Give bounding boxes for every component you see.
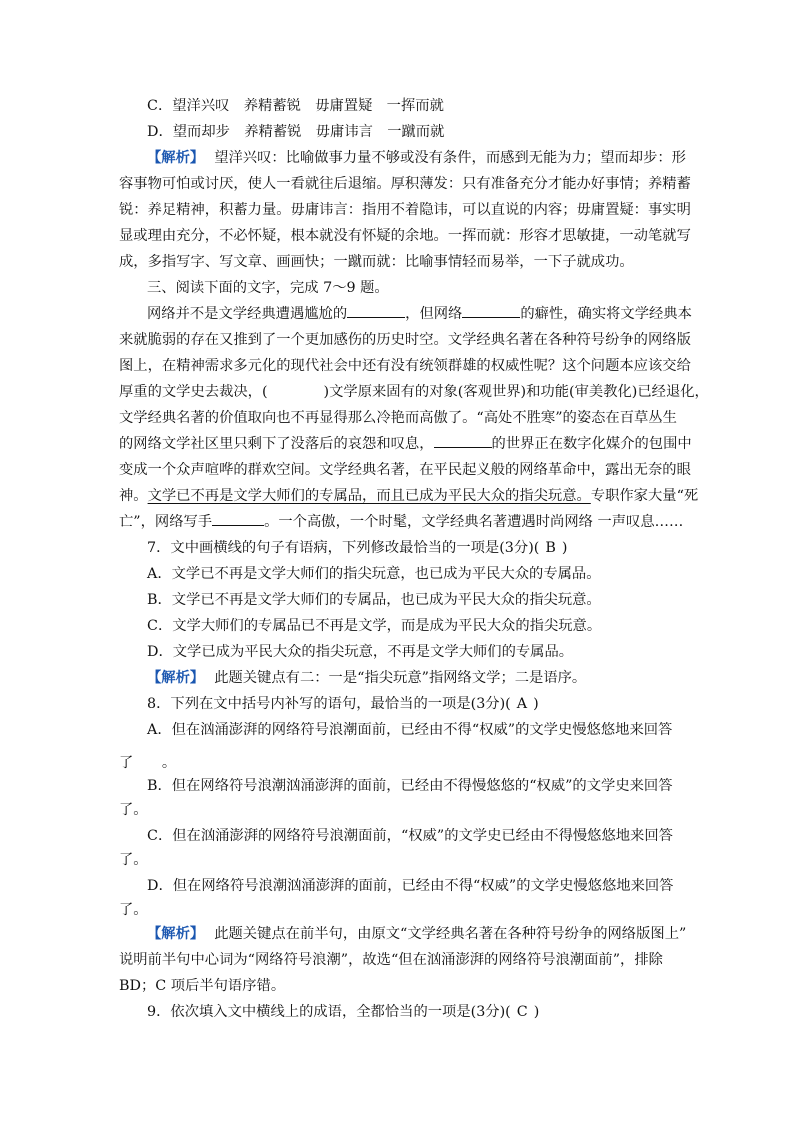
q8-analysis-line-2: 说明前半句中心词为“网络符号浪潮”，故选“但在汹涌澎湃的网络符号浪潮面前”，排除 — [119, 952, 663, 968]
q8-option-b-line-1: B．但在网络符号浪潮汹涌澎湃的面前，已经由不得慢悠悠的“权威”的文学史来回答 — [147, 778, 673, 794]
passage-line-6: 的网络文学社区里只剩下了没落后的哀怨和叹息， 的世界正在数字化媒介的包围中 — [119, 431, 692, 457]
passage-line-7: 变成一个众声喧哗的群欢空间。文学经典名著，在平民起义般的网络革命中，露出无奈的眼 — [119, 462, 691, 478]
q6-option-c: C．望洋兴叹 养精蓄锐 毋庸置疑 一挥而就 — [147, 98, 444, 114]
passage-line-8: 神。文学已不再是文学大师们的专属品，而且已成为平民大众的指尖玩意。专职作家大量“死 — [119, 488, 699, 504]
passage-line-5: 文学经典名著的价值取向也不再显得那么冷艳而高傲了。“高处不胜寒”的姿态在百草丛生 — [119, 410, 677, 426]
passage-line-1: 网络并不是文学经典遭遇尴尬的 ，但网络 的癖性，确实将文学经典本 — [147, 301, 692, 327]
q8-analysis-line-1: 【解析】 此题关键点在前半句，由原文“文学经典名著在各种符号纷争的网络版图上” — [147, 926, 687, 942]
q6-analysis-line-2: 容事物可怕或讨厌，使人一看就往后退缩。厚积薄发：只有准备充分才能办好事情；养精蓄 — [119, 176, 691, 192]
q8-option-d-line-1: D．但在网络符号浪潮汹涌澎湃的面前，已经由不得“权威”的文学史慢悠悠地来回答 — [147, 878, 674, 894]
blank-1 — [347, 303, 405, 318]
q8-option-b-line-2: 了。 — [119, 802, 148, 818]
passage-line-2: 来就脆弱的存在又推到了一个更加感伤的历史时空。文学经典名著在各种符号纷争的网络版 — [119, 332, 691, 348]
q7-analysis: 【解析】 此题关键点有二：一是“指尖玩意”指网络文学；二是语序。 — [147, 670, 587, 686]
q8-option-a-line-1: A．但在汹涌澎湃的网络符号浪潮面前，已经由不得“权威”的文学史慢悠悠地来回答 — [147, 722, 673, 738]
q6-option-d: D．望而却步 养精蓄锐 毋庸讳言 一蹴而就 — [147, 124, 445, 140]
q9-stem: 9．依次填入文中横线上的成语，全都恰当的一项是(3分)( C ) — [147, 999, 539, 1025]
q7-stem: 7．文中画横线的句子有语病，下列修改最恰当的一项是(3分)( B ) — [147, 535, 567, 561]
q8-option-c-line-1: C．但在汹涌澎湃的网络符号浪潮面前，“权威”的文学史已经由不得慢悠悠地来回答 — [147, 828, 673, 844]
q7-answer: B — [545, 540, 556, 556]
analysis-tag: 【解析】 — [147, 150, 205, 166]
q8-option-c-line-2: 了。 — [119, 852, 148, 868]
q6-analysis-line-3: 锐：养足精神，积蓄力量。毋庸讳言：指用不着隐讳，可以直说的内容；毋庸置疑：事实明 — [119, 202, 691, 218]
blank-4 — [212, 511, 264, 526]
blank-2 — [462, 303, 520, 318]
q7-option-d: D．文学已成为平民大众的指尖玩意，不再是文学大师们的专属品。 — [147, 644, 574, 660]
section-3-heading: 三、阅读下面的文字，完成 7～9 题。 — [147, 280, 389, 296]
q7-option-c: C．文学大师们的专属品已不再是文学，而是成为平民大众的指尖玩意。 — [147, 618, 602, 634]
passage-line-3: 图上，在精神需求多元化的现代社会中还有没有统领群雄的权威性呢？这个问题本应该交给 — [119, 358, 691, 374]
q6-analysis-line-4: 显或理由充分，不必怀疑，根本就没有怀疑的余地。一挥而就：形容才思敏捷，一动笔就写 — [119, 228, 691, 244]
q8-option-a-line-2: 了 。 — [119, 755, 177, 771]
q8-answer: A — [516, 696, 528, 712]
q6-analysis-line-5: 成，多指写字、写文章、画画快；一蹴而就：比喻事情轻而易举，一下子就成功。 — [119, 254, 634, 270]
q7-option-b: B．文学已不再是文学大师们的专属品，也已成为平民大众的指尖玩意。 — [147, 592, 601, 608]
passage-line-9: 亡”，网络写手 。一个高傲，一个时髦，文学经典名著遭遇时尚网络 一声叹息…… — [119, 509, 683, 535]
blank-3 — [434, 433, 492, 448]
underlined-sentence: 文学已不再是文学大师们的专属品，而且已成为平民大众的指尖玩意。 — [147, 488, 591, 504]
q9-answer: C — [516, 1004, 528, 1020]
q7-option-a: A．文学已不再是文学大师们的指尖玩意，也已成为平民大众的专属品。 — [147, 566, 601, 582]
q6-analysis-line-1: 【解析】 望洋兴叹：比喻做事力量不够或没有条件，而感到无能为力；望而却步：形 — [147, 150, 686, 166]
q8-option-d-line-2: 了。 — [119, 902, 148, 918]
q8-analysis-line-3: BD；C 项后半句语序错。 — [119, 978, 286, 994]
q8-stem: 8．下列在文中括号内补写的语句，最恰当的一项是(3分)( A ) — [147, 691, 539, 717]
passage-line-4: 厚重的文学史去裁决，( )文学原来固有的对象(客观世界)和功能(审美教化)已经退化， — [119, 384, 709, 400]
